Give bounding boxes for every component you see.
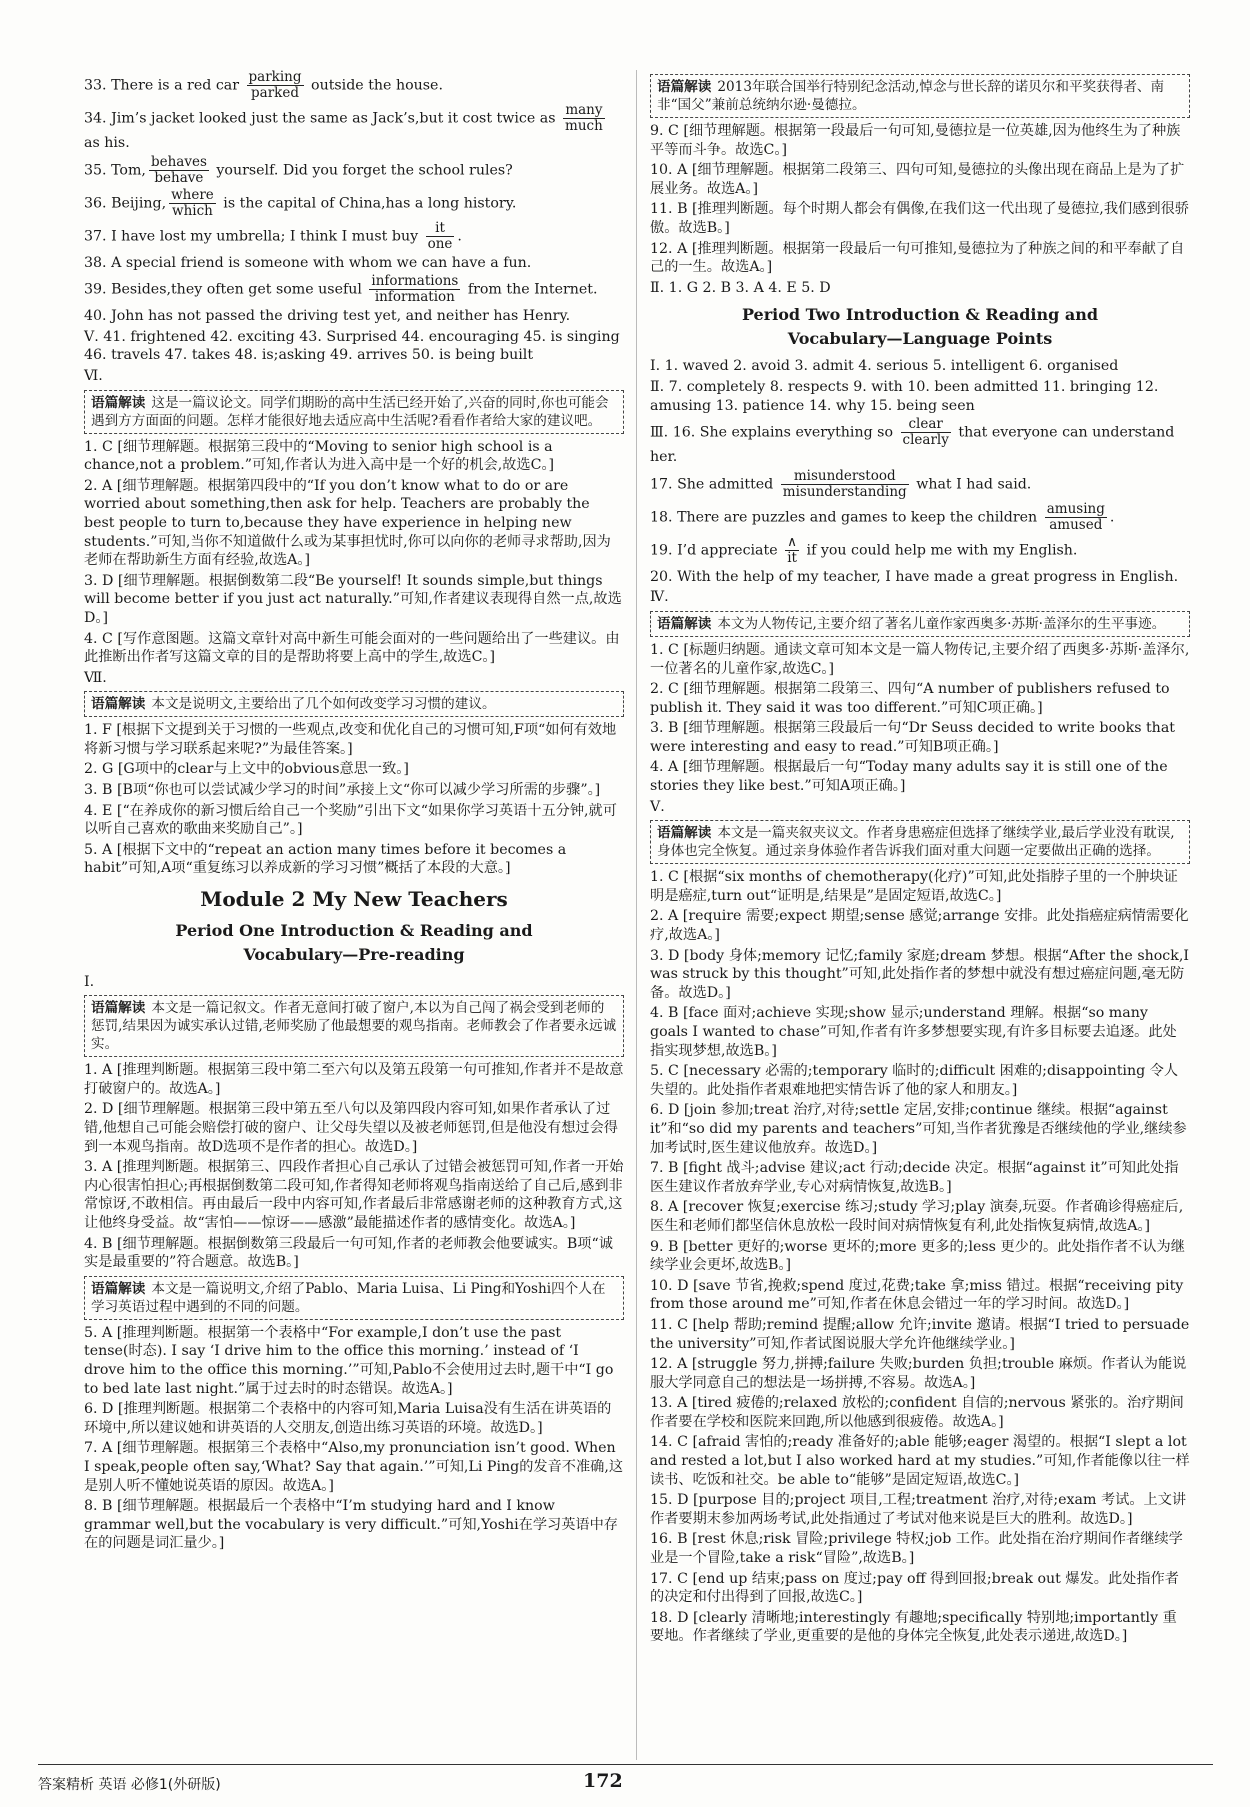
correction-fraction xyxy=(369,274,460,305)
box-tag: 语篇解读 xyxy=(91,394,146,411)
sentence-line xyxy=(650,469,1190,500)
sentence-line xyxy=(84,155,624,186)
sentence-line xyxy=(650,535,1190,566)
answer-item: 4. A [细节理解题。根据最后一句“Today many adults say it is still one of the stories they like best.”可知A项正确。] xyxy=(650,759,1168,795)
passage-note-box-5 xyxy=(650,74,1190,118)
period-two-line-2: Vocabulary—Language Points xyxy=(787,329,1053,349)
sentence-text: 40. John has not passed the driving test yet, and neither has Henry. xyxy=(84,308,571,325)
box-text: 本文是一篇说明文,介绍了Pablo、Maria Luisa、Li Ping和Yoshi四个人在学习英语过程中遇到的不同的问题。 xyxy=(91,1280,606,1315)
footer-rule xyxy=(38,1764,1213,1765)
passage-note-box-1 xyxy=(84,390,624,434)
correction-fraction xyxy=(149,155,209,186)
period-two-line-1: Period Two Introduction & Reading and xyxy=(741,305,1099,325)
correction-top: behaves xyxy=(150,153,207,170)
correction-bottom: one xyxy=(427,235,453,252)
passage-note-box-7 xyxy=(650,820,1190,864)
answer-item: 8. B [细节理解题。根据最后一个表格中“I’m studying hard and I know grammar well,but the vocabulary is very difficult.”可知,Yoshi在学习英语中存在的问题是词汇量少。] xyxy=(84,1498,618,1552)
answer-item: 2. A [细节理解题。根据第四段中的“If you don’t know what to do or are worried about something,then ask for help. Teachers are probably the best people to turn to,because they have experience in helping new students.”可知,当你不知道做什么或为某事担忧时,你可以向你的老师寻求帮助,因为老师在帮助新生方面有经验,故选A。] xyxy=(84,477,611,569)
correction-bottom: it xyxy=(787,549,797,566)
sentence-text: 38. A special friend is someone with whom we can have a fun. xyxy=(84,254,532,271)
correction-bottom: amused xyxy=(1049,516,1103,533)
section-5-label: Ⅴ. xyxy=(650,798,665,815)
answer-item: 16. B [rest 休息;risk 冒险;privilege 特权;job 工作。此处指在治疗期间作者继续学业是一个冒险,take a risk“冒险”,故选B。] xyxy=(650,1531,1183,1567)
box-tag: 语篇解读 xyxy=(657,79,712,95)
passage-note-box-6 xyxy=(650,611,1190,637)
correction-fraction xyxy=(781,469,909,500)
box-tag: 语篇解读 xyxy=(657,615,712,632)
answer-item: 7. B [fight 战斗;advise 建议;act 行动;decide 决定。根据“against it”可知此处指医生建议作者放弃学业,专心对病情恢复,故选B。] xyxy=(650,1160,1179,1195)
sentence-text-post: what I had said. xyxy=(911,476,1032,493)
sentence-line xyxy=(84,307,624,326)
sentence-text: 19. I’d appreciate xyxy=(650,542,783,559)
answer-item: 8. A [recover 恢复;exercise 练习;study 学习;play 演奏,玩耍。作者确诊得癌症后,医生和老师们都坚信休息放松一段时间对病情恢复有利,此处指恢复病情,故选A。] xyxy=(650,1199,1184,1234)
footer-book-title: 答案精析 英语 必修1(外研版) xyxy=(38,1777,221,1793)
answer-item: 13. A [tired 疲倦的;relaxed 放松的;confident 自信的;nervous 紧张的。治疗期间作者要在学校和医院来回跑,所以他感到很疲倦。故选A。] xyxy=(650,1395,1184,1430)
answer-item: 4. C [写作意图题。这篇文章针对高中新生可能会面对的一些问题给出了一些建议。由此推断出作者写这篇文章的目的是帮助将要上高中的学生,故选C。] xyxy=(84,630,620,666)
answer-item: 2. D [细节理解题。根据第三段中第五至八句以及第四段内容可知,如果作者承认了过错,他想自己可能会赔偿打破的窗户、让父母失望以及被老师惩罚,但是他没有想过会得到一本观鸟指南。故D选项不是作者的担心。故选D。] xyxy=(84,1101,618,1155)
answer-item: 1. C [根据“six months of chemotherapy(化疗)”可知,此处指脖子里的一个肿块证明是癌症,turn out“证明是,结果是”是固定短语,故选C。] xyxy=(650,869,1178,904)
module-title: Module 2 My New Teachers xyxy=(200,887,508,912)
box-tag: 语篇解读 xyxy=(91,1000,146,1017)
box-text: 这是一篇议论文。同学们期盼的高中生活已经开始了,兴奋的同时,你也可能会遇到方方面面的问题。怎样才能很好地去适应高中生活呢?看看作者给大家的建议吧。 xyxy=(91,394,609,429)
answer-item: 12. A [推理判断题。根据第一段最后一句可推知,曼德拉为了种族之间的和平奉献了自己的一生。故选A。] xyxy=(650,240,1185,276)
answer-item: 18. D [clearly 清晰地;interestingly 有趣地;specifically 特别地;importantly 重要地。作者继续了学业,更重要的是他的身体完全恢复,此处表示递进,故选D。] xyxy=(650,1609,1177,1645)
correction-top: clear xyxy=(901,417,951,433)
correction-fraction xyxy=(169,188,216,219)
sentence-corrections-list-2 xyxy=(650,417,1190,586)
answer-item: 5. C [necessary 必需的;temporary 临时的;difficult 困难的;disappointing 令人失望的。此处指作者艰难地把实情告诉了他的家人和朋友。] xyxy=(650,1063,1179,1098)
correction-bottom: clearly xyxy=(902,432,949,449)
box-text: 2013年联合国举行特别纪念活动,悼念与世长辞的诺贝尔和平奖获得者、南非“国父”兼前总统纳尔逊·曼德拉。 xyxy=(657,79,1165,113)
section-1b-items xyxy=(84,1324,624,1553)
answer-item: Ⅱ. 1. G 2. B 3. A 4. E 5. D xyxy=(650,279,831,296)
sentence-line xyxy=(84,188,624,219)
correction-top: many xyxy=(563,103,605,119)
box-tag: 语篇解读 xyxy=(657,825,712,842)
sentence-line xyxy=(84,103,624,153)
correction-top: ∧ xyxy=(787,533,798,550)
section-6-items xyxy=(84,438,624,667)
correction-bottom: much xyxy=(565,118,603,134)
answer-item: 3. B [B项“你也可以尝试减少学习的时间”承接上文“你可以减少学习所需的步骤”。] xyxy=(84,782,601,799)
correction-top: where xyxy=(171,186,214,203)
sentence-text: 34. Jim’s jacket looked just the same as Jack’s,but it cost twice as xyxy=(84,110,561,127)
answer-item: 6. D [join 参加;treat 治疗,对待;settle 定居,安排;continue 继续。根据“against it”和“so did my parents and teachers”可知,当作者犹豫是否继续他的学业,继续参加考试时,医生建议他放弃。故选D。] xyxy=(650,1102,1187,1156)
items-a xyxy=(650,122,1190,297)
sentence-text-post: as his. xyxy=(84,135,130,151)
left-column xyxy=(84,70,624,1555)
answer-item: 1. C [细节理解题。根据第三段中的“Moving to senior high school is a chance,not a problem.”可知,作者认为进入高中是一个好的机会,故选C。] xyxy=(84,438,555,474)
sentence-text: Ⅲ. 16. She explains everything so xyxy=(650,424,898,441)
answer-item: 4. E [“在养成你的新习惯后给自己一个奖励”引出下文“如果你学习英语十五分钟,就可以听自己喜欢的歌曲来奖励自己”。] xyxy=(84,802,617,838)
sentence-text-post: . xyxy=(1109,509,1115,526)
correction-bottom: misunderstanding xyxy=(782,483,907,500)
correction-fraction xyxy=(426,221,455,252)
answer-item: 10. A [细节理解题。根据第二段第三、四句可知,曼德拉的头像出现在商品上是为了扩展业务。故选A。] xyxy=(650,162,1185,197)
answer-item: 14. C [afraid 害怕的;ready 准备好的;able 能够;eager 渴望的。根据“I slept a lot and rested a lot,but I also worked hard at my studies.”可知,作者能像以往一样读书、吃饭和社交。be able to“能够”是固定短语,故选C。] xyxy=(650,1434,1190,1488)
sentence-text: 20. With the help of my teacher, I have made a great progress in English. xyxy=(650,568,1179,585)
section-6-label: Ⅵ. xyxy=(84,367,103,384)
section-4-label: Ⅳ. xyxy=(650,589,669,606)
sentence-text-post: is the capital of China,has a long history. xyxy=(218,195,517,212)
sentence-text-post: outside the house. xyxy=(306,77,443,94)
answer-item: 11. C [help 帮助;remind 提醒;allow 允许;invite 邀请。根据“I tried to persuade the university”可知,作者试图说服大学允许他继续学业。] xyxy=(650,1316,1190,1352)
sentence-line xyxy=(84,274,624,305)
section-1-label: Ⅰ. xyxy=(84,973,95,990)
answer-item: 4. B [face 面对;achieve 实现;show 显示;understand 理解。根据“so many goals I wanted to chase”可知,作者有许多梦想要实现,有许多目标要去追逐。此处指实现梦想,故选B。] xyxy=(650,1005,1177,1059)
sentence-text: 33. There is a red car xyxy=(84,77,244,94)
passage-note-box-2 xyxy=(84,691,624,717)
sentence-text-post: if you could help me with my English. xyxy=(802,542,1078,559)
sentence-line xyxy=(650,417,1190,467)
section-1-items xyxy=(84,1061,624,1272)
correction-top: amusing xyxy=(1046,500,1105,517)
answer-item: 4. B [细节理解题。根据倒数第三段最后一句可知,作者的老师教会他要诚实。B项“诚实是最重要的”符合题意。故选B。] xyxy=(84,1235,613,1271)
sentence-text: 35. Tom, xyxy=(84,162,146,179)
answer-item: 11. B [推理判断题。每个时期人都会有偶像,在我们这一代出现了曼德拉,我们感到很骄傲。故选B。] xyxy=(650,201,1189,236)
sentence-line xyxy=(650,568,1190,587)
answer-item: 12. A [struggle 努力,拼搏;failure 失败;burden 负担;trouble 麻烦。作者认为能说服大学同意自己的想法是一场拼搏,不容易。故选A。] xyxy=(650,1356,1187,1391)
answer-item: 3. D [body 身体;memory 记忆;family 家庭;dream 梦想。根据“After the shock,I was struck by this thought”可知,此处指作者的梦想中就没有想过癌症问题,毫无防备。故选D。] xyxy=(650,947,1189,1001)
sentence-text: 37. I have lost my umbrella; I think I must buy xyxy=(84,228,423,245)
period-two-heading xyxy=(650,303,1190,351)
passage-note-box-4 xyxy=(84,1276,624,1320)
answer-item: 5. A [根据下文中的“repeat an action many times before it becomes a habit”可知,A项“重复练习以养成新的学习习惯”概括了本段的大意。] xyxy=(84,841,567,877)
correction-fraction xyxy=(785,535,799,566)
answer-item: 1. F [根据下文提到关于习惯的一些观点,改变和优化自己的习惯可知,F项“如何有效地将新习惯与学习联系起来呢?”为最佳答案。] xyxy=(84,722,617,757)
correction-bottom: behave xyxy=(154,169,204,186)
sentence-text-post: . xyxy=(457,228,462,245)
answer-item: 5. A [推理判断题。根据第一个表格中“For example,I don’t use the past tense(时态). I say ‘I drive him to the office this morning.’ instead of ‘I drove him to the office this morning.’”可知,Pablo不会使用过去时,题干中“I go to bed late last night.”属于过去时的时态错误。故选A。] xyxy=(84,1324,614,1397)
answer-item: 1. C [标题归纳题。通读文章可知本文是一篇人物传记,主要介绍了西奥多·苏斯·盖泽尔,一位著名的儿童作家,故选C。] xyxy=(650,641,1190,677)
sentence-text-post: yourself. Did you forget the school rules? xyxy=(211,162,513,179)
correction-bottom: information xyxy=(374,289,455,306)
box-text: 本文是一篇夹叙夹议文。作者身患癌症但选择了继续学业,最后学业没有耽误,身体也完全恢复。通过亲身体验作者告诉我们面对重大问题一定要做出正确的选择。 xyxy=(657,825,1175,860)
sentence-line xyxy=(84,254,624,273)
sentence-text: 18. There are puzzles and games to keep the children xyxy=(650,509,1042,526)
correction-top: misunderstood xyxy=(781,469,909,485)
answer-item: 3. B [细节理解题。根据第三段最后一句“Dr Seuss decided to write books that were interesting and easy to read.”可知B项正确。] xyxy=(650,720,1175,755)
section-5-answers: Ⅴ. 41. frightened 42. exciting 43. Surprised 44. encouraging 45. is singing 46. travels 47. takes 48. is;asking 49. arrives 50. is being built xyxy=(84,328,620,364)
answer-item: 9. B [better 更好的;worse 更坏的;more 更多的;less 更少的。此处指作者不认为继续学业会更坏,故选B。] xyxy=(650,1238,1185,1274)
vocab-answers-1: Ⅰ. 1. waved 2. avoid 3. admit 4. serious 5. intelligent 6. organised xyxy=(650,358,1119,375)
answer-item: 2. C [细节理解题。根据第二段第三、四句“A number of publishers refused to publish it. They said it was too different.”可知C项正确。] xyxy=(650,681,1170,716)
page-number: 172 xyxy=(583,1770,623,1792)
period-one-heading xyxy=(84,919,624,967)
box-text: 本文是说明文,主要给出了几个如何改变学习习惯的建议。 xyxy=(151,696,496,713)
box-text: 本文是一篇记叙文。作者无意间打破了窗户,本以为自己闯了祸会受到老师的惩罚,结果因为诚实承认过错,老师奖励了他最想要的观鸟指南。老师教会了作者要永远诚实。 xyxy=(91,1000,617,1053)
sentence-corrections-list xyxy=(84,70,624,326)
period-one-line-1: Period One Introduction & Reading and xyxy=(175,920,533,940)
correction-bottom: which xyxy=(172,202,213,219)
answer-item: 10. D [save 节省,挽救;spend 度过,花费;take 拿;miss 错过。根据“receiving pity from those around me”可知,作者在休息会错过一年的学习时间。故选D。] xyxy=(650,1277,1184,1313)
box-tag: 语篇解读 xyxy=(91,696,146,713)
box-tag: 语篇解读 xyxy=(91,1280,146,1297)
answer-item: 3. A [推理判断题。根据第三、四段作者担心自己承认了过错会被惩罚可知,作者一开始内心很害怕担心;再根据倒数第二段可知,作者得知老师将观鸟指南送给了自己后,感到非常惊讶,不敢相信。再由最后一段中内容可知,作者最后非常感谢老师的这种教育方式,这让他终身受益。故“害怕——惊讶——感激”最能描述作者的感情变化。故选A。] xyxy=(84,1159,624,1231)
period-one-line-2: Vocabulary—Pre-reading xyxy=(243,944,465,964)
sentence-text-post: from the Internet. xyxy=(463,281,598,298)
correction-fraction xyxy=(563,103,605,134)
answer-item: 2. A [require 需要;expect 期望;sense 感觉;arrange 安排。此处指癌症病情需要化疗,故选A。] xyxy=(650,908,1189,944)
correction-fraction xyxy=(1045,502,1107,533)
vocab-answers-2: Ⅱ. 7. completely 8. respects 9. with 10. been admitted 11. bringing 12. amusing 13. patience 14. why 15. being seen xyxy=(650,378,1159,414)
answer-item: 3. D [细节理解题。根据倒数第二段“Be yourself! It sounds simple,but things will become better if you just act naturally.”可知,作者建议表现得自然一点,故选D。] xyxy=(84,572,622,626)
correction-top: informations xyxy=(371,273,459,290)
passage-note-box-3 xyxy=(84,995,624,1057)
correction-fraction xyxy=(247,70,304,101)
answer-item: 7. A [细节理解题。根据第三个表格中“Also,my pronunciation isn’t good. When I speak,people often say,‘What? Say that again.’”可知,Li Ping的发音不准确,这是别人听不懂她说英语的原因。故选A。] xyxy=(84,1440,624,1494)
right-column xyxy=(650,70,1190,1648)
box-text: 本文为人物传记,主要介绍了著名儿童作家西奥多·苏斯·盖泽尔的生平事迹。 xyxy=(717,615,1166,632)
answer-item: 17. C [end up 结束;pass on 度过;pay off 得到回报;break out 爆发。此处指作者的决定和付出得到了回报,故选C。] xyxy=(650,1570,1179,1606)
column-divider xyxy=(636,70,637,1760)
sentence-text: 39. Besides,they often get some useful xyxy=(84,281,367,298)
answer-item: 2. G [G项中的clear与上文中的obvious意思一致。] xyxy=(84,761,409,778)
sentence-line xyxy=(650,502,1190,533)
answer-item: 6. D [推理判断题。根据第二个表格中的内容可知,Maria Luisa没有生活在讲英语的环境中,所以建议她和讲英语的人交朋友,创造出练习英语的环境。故选D。] xyxy=(84,1401,612,1436)
correction-fraction xyxy=(901,417,951,448)
sentence-text-post: that everyone can understand her. xyxy=(650,424,1175,466)
section-4-items xyxy=(650,641,1190,796)
answer-item: 1. A [推理判断题。根据第三段中第二至六句以及第五段第一句可推知,作者并不是故意打破窗户的。故选A。] xyxy=(84,1062,624,1097)
sentence-text: 36. Beijing, xyxy=(84,195,167,212)
section-7-items xyxy=(84,721,624,878)
section-5-items xyxy=(650,868,1190,1646)
sentence-line xyxy=(84,221,624,252)
answer-item: 9. C [细节理解题。根据第一段最后一句可知,曼德拉是一位英雄,因为他终生为了种族平等而斗争。故选C。] xyxy=(650,123,1181,158)
correction-top: parking xyxy=(248,69,302,85)
correction-bottom: parked xyxy=(251,85,299,101)
correction-top: it xyxy=(426,221,455,237)
sentence-line xyxy=(84,70,624,101)
answer-item: 15. D [purpose 目的;project 项目,工程;treatment 治疗,对待;exam 考试。上文讲作者要期末参加两场考试,此处指通过了考试对他来说是巨大的胜利。故选D。] xyxy=(650,1492,1187,1527)
section-7-label: Ⅶ. xyxy=(84,669,107,686)
sentence-text: 17. She admitted xyxy=(650,476,778,493)
